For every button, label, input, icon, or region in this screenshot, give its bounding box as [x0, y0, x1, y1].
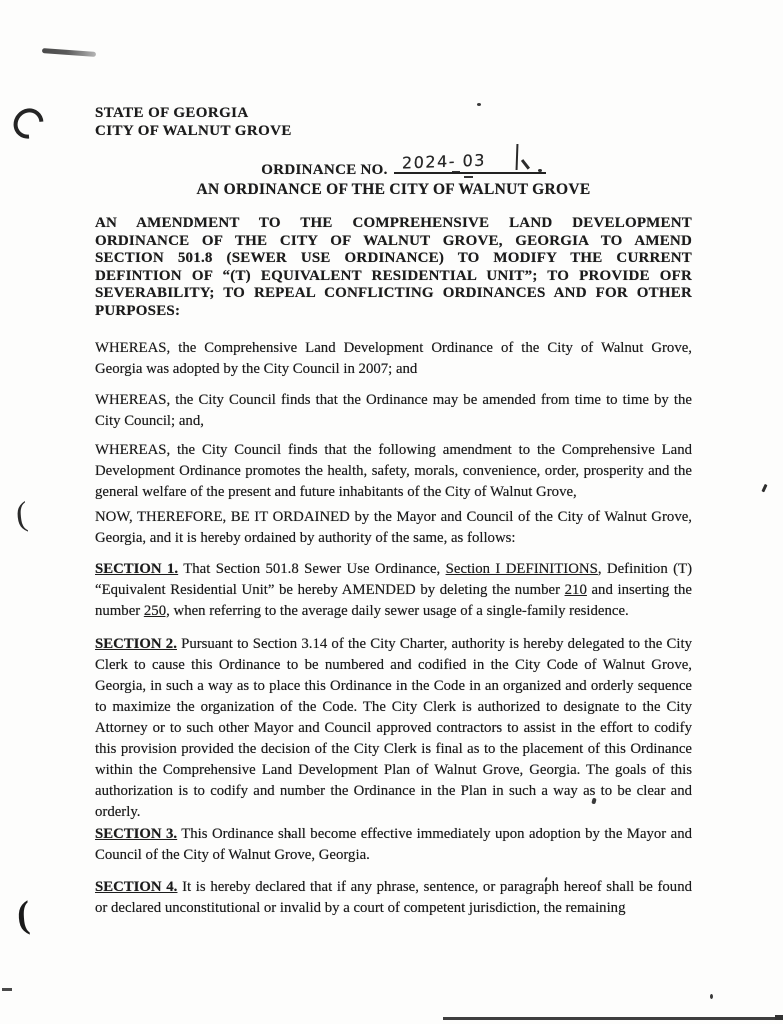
ordinance-number-handwritten: 2024- 03	[401, 150, 486, 173]
section-1-old-number: 210	[564, 581, 587, 598]
pen-stroke-mark	[515, 144, 518, 170]
ordinance-heading: AN ORDINANCE OF THE CITY OF WALNUT GROVE	[196, 181, 591, 198]
section-3-label: SECTION 3.	[95, 825, 178, 842]
scan-edge-bar	[443, 1017, 783, 1020]
section-2-label: SECTION 2.	[95, 635, 177, 652]
letterhead	[95, 104, 692, 140]
section-4-paragraph	[95, 877, 692, 919]
whereas-clause-2: WHEREAS, the City Council finds that the Ordinance may be amended from time to time by the City Council; and,	[95, 391, 692, 429]
section-1-text: when referring to the average daily sewer usage of a single-family residence.	[169, 602, 629, 619]
city-line: CITY OF WALNUT GROVE	[95, 123, 292, 139]
whereas-clause-1: WHEREAS, the Comprehensive Land Development Ordinance of the City of Walnut Grove, Georgia was adopted by the City Council in 2007; and	[95, 339, 692, 377]
section-1-paragraph	[95, 559, 692, 622]
stray-paren-mark-upper: (	[14, 495, 30, 534]
section-4-text: It is hereby declared that if any phrase, sentence, or paragraph hereof shall be found or declared unconstitutional or invalid by a court of competent jurisdiction, the remaining	[95, 878, 692, 916]
ordinance-number-line	[95, 150, 692, 180]
section-4-label: SECTION 4.	[95, 878, 178, 895]
stray-apostrophe-mark	[761, 484, 767, 492]
hole-punch-ring-mark	[7, 102, 49, 144]
caption-paragraph: AN AMENDMENT TO THE COMPREHENSIVE LAND DEVELOPMENT ORDINANCE OF THE CITY OF WALNUT GROVE, GEORGIA TO AMEND SECTION 501.8 (SEWER USE ORDINANCE) TO MODIFY THE CURRENT DEFINTION OF “(T) EQUIVALENT RESIDENTIAL UNIT”; TO PROVIDE OFR SEVERABILITY; TO REPEAL CONFLICTING ORDINANCES AND FOR OTHER PURPOSES:	[95, 215, 692, 319]
state-line: STATE OF GEORGIA	[95, 105, 249, 121]
section-1-text: That Section 501.8 Sewer Use Ordinance,	[178, 560, 446, 577]
section-2-text: Pursuant to Section 3.14 of the City Charter, authority is hereby delegated to the City Clerk to cause this Ordinance to be numbered and codified in the City Code of Walnut Grove, Georgia, in such a way as to place this Ordinance in the Code in an organized and orderly sequence to maximize the organization of the Code. The City Clerk is authorized to designate to the City Attorney or to such other Mayor and Council approved contractors to assist in the effort to codify this provision provided the decision of the City Clerk is final as to the placement of this Ordinance within the Comprehensive Land Development Plan of Walnut Grove, Georgia. The goals of this authorization is to codify and number the Ordinance in the Plan in such a way as to be clear and orderly.	[95, 635, 693, 820]
section-1-new-number: 250,	[143, 602, 170, 619]
scan-smudge-mark	[42, 48, 96, 57]
section-3-text: This Ordinance shall become effective immediately upon adoption by the Mayor and Council of the City of Walnut Grove, Georgia.	[95, 825, 693, 863]
ordinance-number-blank	[394, 150, 546, 174]
section-1-text: and inserting the number	[95, 581, 692, 619]
enacting-clause: NOW, THEREFORE, BE IT ORDAINED by the Mayor and Council of the City of Walnut Grove, Georgia, and it is hereby ordained by authority of the same, as follows:	[95, 508, 692, 546]
section-3-paragraph	[95, 824, 692, 866]
stray-dash-mark	[2, 988, 12, 991]
section-2-paragraph	[95, 634, 692, 823]
section-1-underlined-ref: Section I DEFINITIONS	[445, 560, 598, 577]
whereas-clause-3: WHEREAS, the City Council finds that the following amendment to the Comprehensive Land Development Ordinance promotes the health, safety, morals, convenience, order, prosperity and the general welfare of the present and future inhabitants of the City of Walnut Grove,	[95, 441, 692, 500]
scan-edge-bar-tip	[775, 1015, 783, 1020]
document-body	[95, 104, 692, 928]
scan-speck	[710, 994, 713, 999]
ordinance-number-label: ORDINANCE NO.	[261, 162, 388, 178]
stray-paren-mark-lower: (	[15, 893, 32, 937]
section-1-text: , Definition (T) “Equivalent Residential Unit” be hereby AMENDED by deleting the number	[95, 560, 693, 598]
section-1-label: SECTION 1.	[95, 560, 179, 577]
